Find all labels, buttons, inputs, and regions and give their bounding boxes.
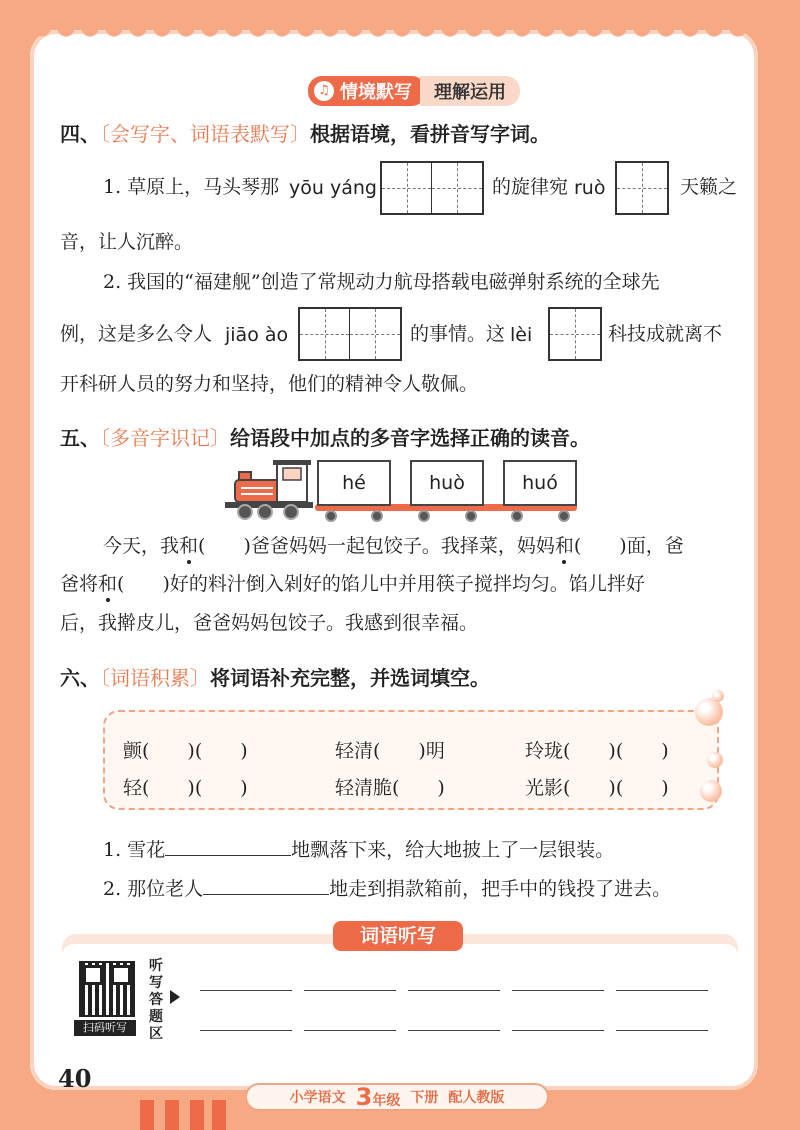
footer-subject: 小学语文 (289, 1090, 346, 1106)
s2-text-b: 地走到捐款箱前，把手中的钱投了进去。 (329, 878, 672, 900)
q1-text-b: 的旋律宛 (492, 176, 569, 198)
wheel (465, 510, 477, 522)
edge-tab (165, 1100, 179, 1130)
q2-text-b: 例，这是多么令人 (60, 323, 213, 345)
q2-pinyin-1: jiāo ào (225, 324, 289, 346)
train-illustration (225, 458, 580, 523)
section-5-heading (60, 422, 590, 451)
word-item: 轻清脆( ) (335, 777, 445, 799)
edge-tab (190, 1100, 204, 1130)
arrow-right-icon (170, 990, 180, 1004)
dictation-answer-line[interactable] (304, 1030, 396, 1031)
p1-text-c: ( )面，爸 (573, 535, 684, 557)
grid-cell[interactable] (432, 163, 482, 213)
wheel (558, 510, 570, 522)
polyphone-he-3: 和 (98, 573, 118, 595)
book-info-footer (245, 1083, 549, 1111)
section-4-heading (60, 118, 550, 147)
q2-text-c: 的事情。这 (410, 323, 506, 345)
answer-area-label: 听写答题区 (149, 958, 163, 1042)
wagon-option-3: huó (503, 460, 577, 506)
section-4-number: 四、 (60, 122, 100, 146)
s2-text-a: 2. 那位老人 (103, 878, 204, 900)
section-5-instruction: 给语段中加点的多音字选择正确的读音。 (230, 426, 590, 450)
wagon-option-1: hé (317, 460, 391, 506)
fill-sentence-1 (103, 837, 614, 860)
dictation-answer-line[interactable] (512, 990, 604, 991)
dictation-answer-line[interactable] (200, 990, 292, 991)
q1-writing-grid-1[interactable] (380, 161, 484, 215)
footer-grade-number: 3 (355, 1083, 373, 1111)
bubble-decoration (712, 690, 724, 702)
section-header-badge (308, 76, 520, 106)
q2-writing-grid-1[interactable] (298, 307, 402, 361)
section-5-number: 五、 (60, 426, 100, 450)
dictation-answer-line[interactable] (408, 1030, 500, 1031)
bell-icon: ♫ (314, 81, 334, 101)
wheel (325, 510, 337, 522)
locomotive-icon (225, 458, 317, 520)
q2-text-d: 科技成就离不 (608, 323, 723, 345)
q2-writing-grid-2[interactable] (548, 307, 602, 361)
q2-pinyin-2: lèi (510, 324, 533, 346)
footer-term: 下册 (410, 1090, 439, 1106)
s1-text-a: 1. 雪花 (103, 839, 166, 861)
grid-cell[interactable] (382, 163, 432, 213)
grid-cell[interactable] (617, 163, 667, 213)
section-4-tag: 〔会写字、词语表默写〕 (100, 122, 310, 146)
dictation-answer-line[interactable] (512, 1030, 604, 1031)
footer-grade (356, 1083, 401, 1111)
dictation-answer-line[interactable] (200, 1030, 292, 1031)
dictation-title: 词语听写 (333, 921, 463, 951)
footer-grade-label: 年级 (372, 1093, 401, 1109)
bubble-decoration (695, 698, 723, 726)
fill-sentence-2 (103, 876, 671, 899)
word-item: 轻清( )明 (335, 740, 445, 762)
polyphone-he-2: 和 (554, 535, 574, 557)
dictation-answer-line[interactable] (304, 990, 396, 991)
q2-text-e: 开科研人员的努力和坚持，他们的精神令人敬佩。 (60, 373, 479, 395)
q1-writing-grid-2[interactable] (615, 161, 669, 215)
section-5-tag: 〔多音字识记〕 (100, 426, 230, 450)
wheel (371, 510, 383, 522)
scalloped-edge (30, 28, 758, 42)
badge-secondary-label: 理解运用 (420, 76, 520, 106)
qr-code-icon[interactable] (79, 961, 135, 1017)
qr-label: 扫码听写 (74, 1020, 136, 1036)
wheel (511, 510, 523, 522)
polyphone-he-1: 和 (179, 535, 199, 557)
q1-text-a: 1. 草原上，马头琴那 (103, 176, 280, 198)
fill-blank-2[interactable] (203, 876, 329, 895)
page-number: 40 (58, 1064, 92, 1093)
dictation-answer-line[interactable] (616, 990, 708, 991)
wheel (418, 510, 430, 522)
section-6-tag: 〔词语积累〕 (100, 666, 210, 690)
section-6-number: 六、 (60, 666, 100, 690)
word-item: 玲珑( )( ) (525, 740, 669, 762)
paragraph-line-3: 后，我擀皮儿，爸爸妈妈包饺子。我感到很幸福。 (60, 612, 479, 634)
section-4-instruction: 根据语境，看拼音写字词。 (310, 122, 550, 146)
q1-pinyin-2: ruò (574, 177, 606, 199)
dictation-answer-line[interactable] (616, 1030, 708, 1031)
edge-tab (212, 1100, 226, 1130)
p1-text-a: 今天，我 (103, 535, 180, 557)
p1-text-b: ( )爸爸妈妈一起包饺子。我择菜，妈妈 (198, 535, 555, 557)
paragraph-line-1 (103, 537, 684, 556)
word-item: 颤( )( ) (123, 740, 248, 762)
bubble-decoration (700, 780, 722, 802)
badge-primary-label: 情境默写 (340, 82, 412, 103)
q2-text-a: 2. 我国的“福建舰”创造了常规动力航母搭载电磁弹射系统的全球先 (103, 271, 660, 293)
paragraph-line-2 (60, 575, 645, 594)
p2-text-b: ( )好的料汁倒入剁好的馅儿中并用筷子搅拌均匀。馅儿拌好 (117, 573, 645, 595)
footer-edition: 配人教版 (448, 1090, 505, 1106)
bubble-decoration (707, 752, 723, 768)
section-6-heading (60, 662, 490, 691)
q1-text-d: 音，让人沉醉。 (60, 231, 194, 253)
badge-primary (308, 76, 426, 106)
p2-text-a: 爸将 (60, 573, 99, 595)
wagon-option-2: huò (410, 460, 484, 506)
q1-text-c: 天籁之 (680, 176, 738, 198)
dictation-answer-line[interactable] (408, 990, 500, 991)
word-item: 光影( )( ) (525, 777, 669, 799)
fill-blank-1[interactable] (165, 837, 291, 856)
s1-text-b: 地飘落下来，给大地披上了一层银装。 (291, 839, 615, 861)
grid-cell[interactable] (350, 309, 400, 359)
grid-cell[interactable] (300, 309, 350, 359)
grid-cell[interactable] (550, 309, 600, 359)
section-6-instruction: 将词语补充完整，并选词填空。 (210, 666, 490, 690)
edge-tab (140, 1100, 154, 1130)
word-item: 轻( )( ) (123, 777, 248, 799)
q1-pinyin-1: yōu yáng (289, 177, 377, 199)
